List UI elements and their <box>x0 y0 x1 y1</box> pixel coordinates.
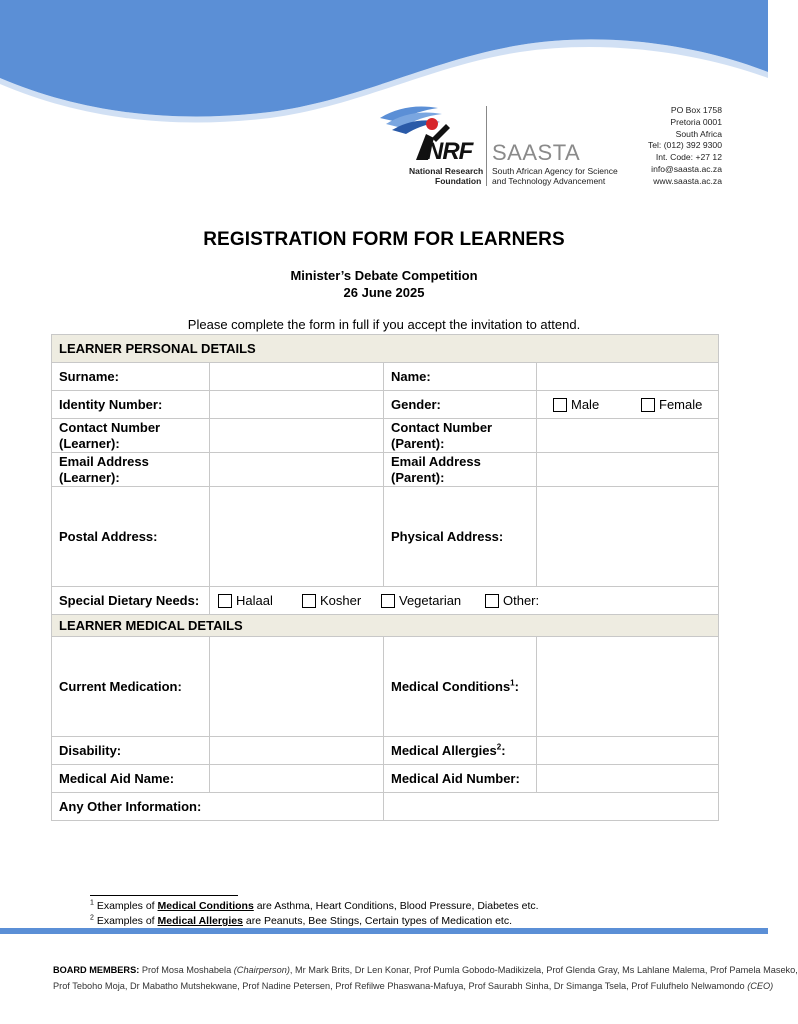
registration-form-table <box>51 334 719 821</box>
kosher-checkbox[interactable] <box>302 594 316 608</box>
nrf-wordmark: NRF <box>426 138 473 165</box>
medical-allergies-field[interactable] <box>537 737 719 765</box>
footnote-text: Examples of <box>96 900 158 912</box>
medical-aid-name-label: Medical Aid Name: <box>52 765 210 793</box>
board-line-2 <box>53 978 774 994</box>
section-header-personal: LEARNER PERSONAL DETAILS <box>52 335 719 363</box>
other-information-label: Any Other Information: <box>52 793 384 821</box>
contact-details <box>648 105 722 188</box>
male-option-label: Male <box>571 396 600 412</box>
disability-label: Disability: <box>52 737 210 765</box>
contact-line: Pretoria 0001 <box>670 116 722 127</box>
board-role: (CEO) <box>747 981 774 991</box>
vegetarian-option-label: Vegetarian <box>399 592 462 608</box>
other-checkbox[interactable] <box>485 594 499 608</box>
board-label: BOARD MEMBERS: <box>53 965 140 975</box>
footnote-1 <box>90 900 539 912</box>
contact-number-learner-label <box>52 419 210 453</box>
vegetarian-checkbox[interactable] <box>381 594 395 608</box>
label-line: (Parent): <box>391 435 445 451</box>
saasta-wordmark: SAASTA <box>492 140 581 165</box>
surname-label: Surname: <box>52 363 210 391</box>
instruction-text: Please complete the form in full if you accept the invitation to attend. <box>187 317 581 332</box>
saasta-name-line-1: South African Agency for Science <box>492 166 618 176</box>
postal-address-label: Postal Address: <box>52 487 210 587</box>
label-line: Contact Number <box>391 419 493 435</box>
halaal-option-label: Halaal <box>236 592 273 608</box>
page-title: REGISTRATION FORM FOR LEARNERS <box>203 229 565 250</box>
female-checkbox[interactable] <box>641 398 655 412</box>
medical-allergies-label: Medical Allergies$^2$: <box>384 737 537 765</box>
footnote-text: Examples of <box>96 915 158 927</box>
footnote-number: 1 <box>90 899 94 907</box>
label-line: Email Address <box>391 453 481 469</box>
gender-options <box>537 391 719 419</box>
other-option-label: Other: <box>503 592 540 608</box>
male-checkbox[interactable] <box>553 398 567 412</box>
label-text: Medical Allergies <box>391 742 497 758</box>
name-label: Name: <box>384 363 537 391</box>
medical-conditions-field[interactable] <box>537 637 719 737</box>
dietary-needs-label: Special Dietary Needs: <box>52 587 210 615</box>
surname-field[interactable] <box>210 363 384 391</box>
identity-number-field[interactable] <box>210 391 384 419</box>
contact-website[interactable]: www.saasta.ac.za <box>653 175 722 186</box>
footnote-number: 2 <box>90 914 94 922</box>
other-information-field[interactable] <box>384 793 719 821</box>
email-learner-field[interactable] <box>210 453 384 487</box>
board-text: Prof Mosa Moshabela <box>139 965 234 975</box>
label-line: Contact Number <box>59 419 161 435</box>
email-parent-label <box>384 453 537 487</box>
contact-line: Tel: (012) 392 9300 <box>647 140 722 151</box>
event-name: Minister’s Debate Competition <box>290 268 478 283</box>
nrf-name-line-2: Foundation <box>435 176 482 186</box>
section-header-medical: LEARNER MEDICAL DETAILS <box>52 615 719 637</box>
board-text: , Mr Mark Brits, Dr Len Konar, Prof Pumla Gobodo-Madikizela, Prof Glenda Gray, Ms Lahlane Malema, Prof Pamela Maseko, <box>289 965 798 975</box>
nrf-name-line-1: National Research <box>409 166 484 176</box>
halaal-checkbox[interactable] <box>218 594 232 608</box>
email-learner-label <box>52 453 210 487</box>
label-line: (Parent): <box>391 469 445 485</box>
label-line: (Learner): <box>59 435 120 451</box>
footnote-text: are Asthma, Heart Conditions, Blood Pressure, Diabetes etc. <box>253 900 539 912</box>
contact-email[interactable]: info@saasta.ac.za <box>651 163 722 174</box>
medical-aid-name-field[interactable] <box>210 765 384 793</box>
event-date: 26 June 2025 <box>343 285 425 300</box>
current-medication-field[interactable] <box>210 637 384 737</box>
label-text: Medical Conditions <box>391 678 511 694</box>
saasta-name-line-2: and Technology Advancement <box>492 176 606 186</box>
gender-label: Gender: <box>384 391 537 419</box>
nrf-saasta-logo <box>376 100 626 190</box>
footnote-ref: 2 <box>496 742 502 752</box>
footnote-ref: 1 <box>510 678 515 688</box>
dietary-options <box>210 587 719 615</box>
medical-conditions-label: Medical Conditions$^1$: <box>384 637 537 737</box>
board-line-1 <box>53 962 798 978</box>
footnote-term: Medical Allergies <box>157 915 243 927</box>
footnote-2 <box>90 915 512 927</box>
medical-aid-number-label: Medical Aid Number: <box>384 765 537 793</box>
footer-blue-rule <box>0 928 768 934</box>
physical-address-label: Physical Address: <box>384 487 537 587</box>
name-field[interactable] <box>537 363 719 391</box>
label-line: Email Address <box>59 453 149 469</box>
physical-address-field[interactable] <box>537 487 719 587</box>
board-members <box>53 962 798 994</box>
female-option-label: Female <box>659 396 703 412</box>
board-text: Prof Teboho Moja, Dr Mabatho Mutshekwane, Prof Nadine Petersen, Prof Refilwe Phaswana-Mafuya, Prof Saurabh Sinha, Dr Simanga Tsela, Prof Fulufhelo Nelwamondo <box>53 981 748 991</box>
contact-line: PO Box 1758 <box>670 105 722 115</box>
contact-number-parent-label <box>384 419 537 453</box>
contact-line: South Africa <box>675 128 722 139</box>
logo-divider <box>486 106 487 186</box>
postal-address-field[interactable] <box>210 487 384 587</box>
current-medication-label: Current Medication: <box>52 637 210 737</box>
footnote-separator <box>90 895 238 896</box>
board-role: (Chairperson) <box>233 965 290 975</box>
kosher-option-label: Kosher <box>320 592 362 608</box>
email-parent-field[interactable] <box>537 453 719 487</box>
disability-field[interactable] <box>210 737 384 765</box>
identity-number-label: Identity Number: <box>52 391 210 419</box>
footnote-text: are Peanuts, Bee Stings, Certain types of Medication etc. <box>242 915 512 927</box>
contact-line: Int. Code: +27 12 <box>655 152 722 163</box>
contact-number-learner-field[interactable] <box>210 419 384 453</box>
label-line: (Learner): <box>59 469 120 485</box>
footnote-term: Medical Conditions <box>157 900 254 912</box>
medical-aid-number-field[interactable] <box>537 765 719 793</box>
contact-number-parent-field[interactable] <box>537 419 719 453</box>
